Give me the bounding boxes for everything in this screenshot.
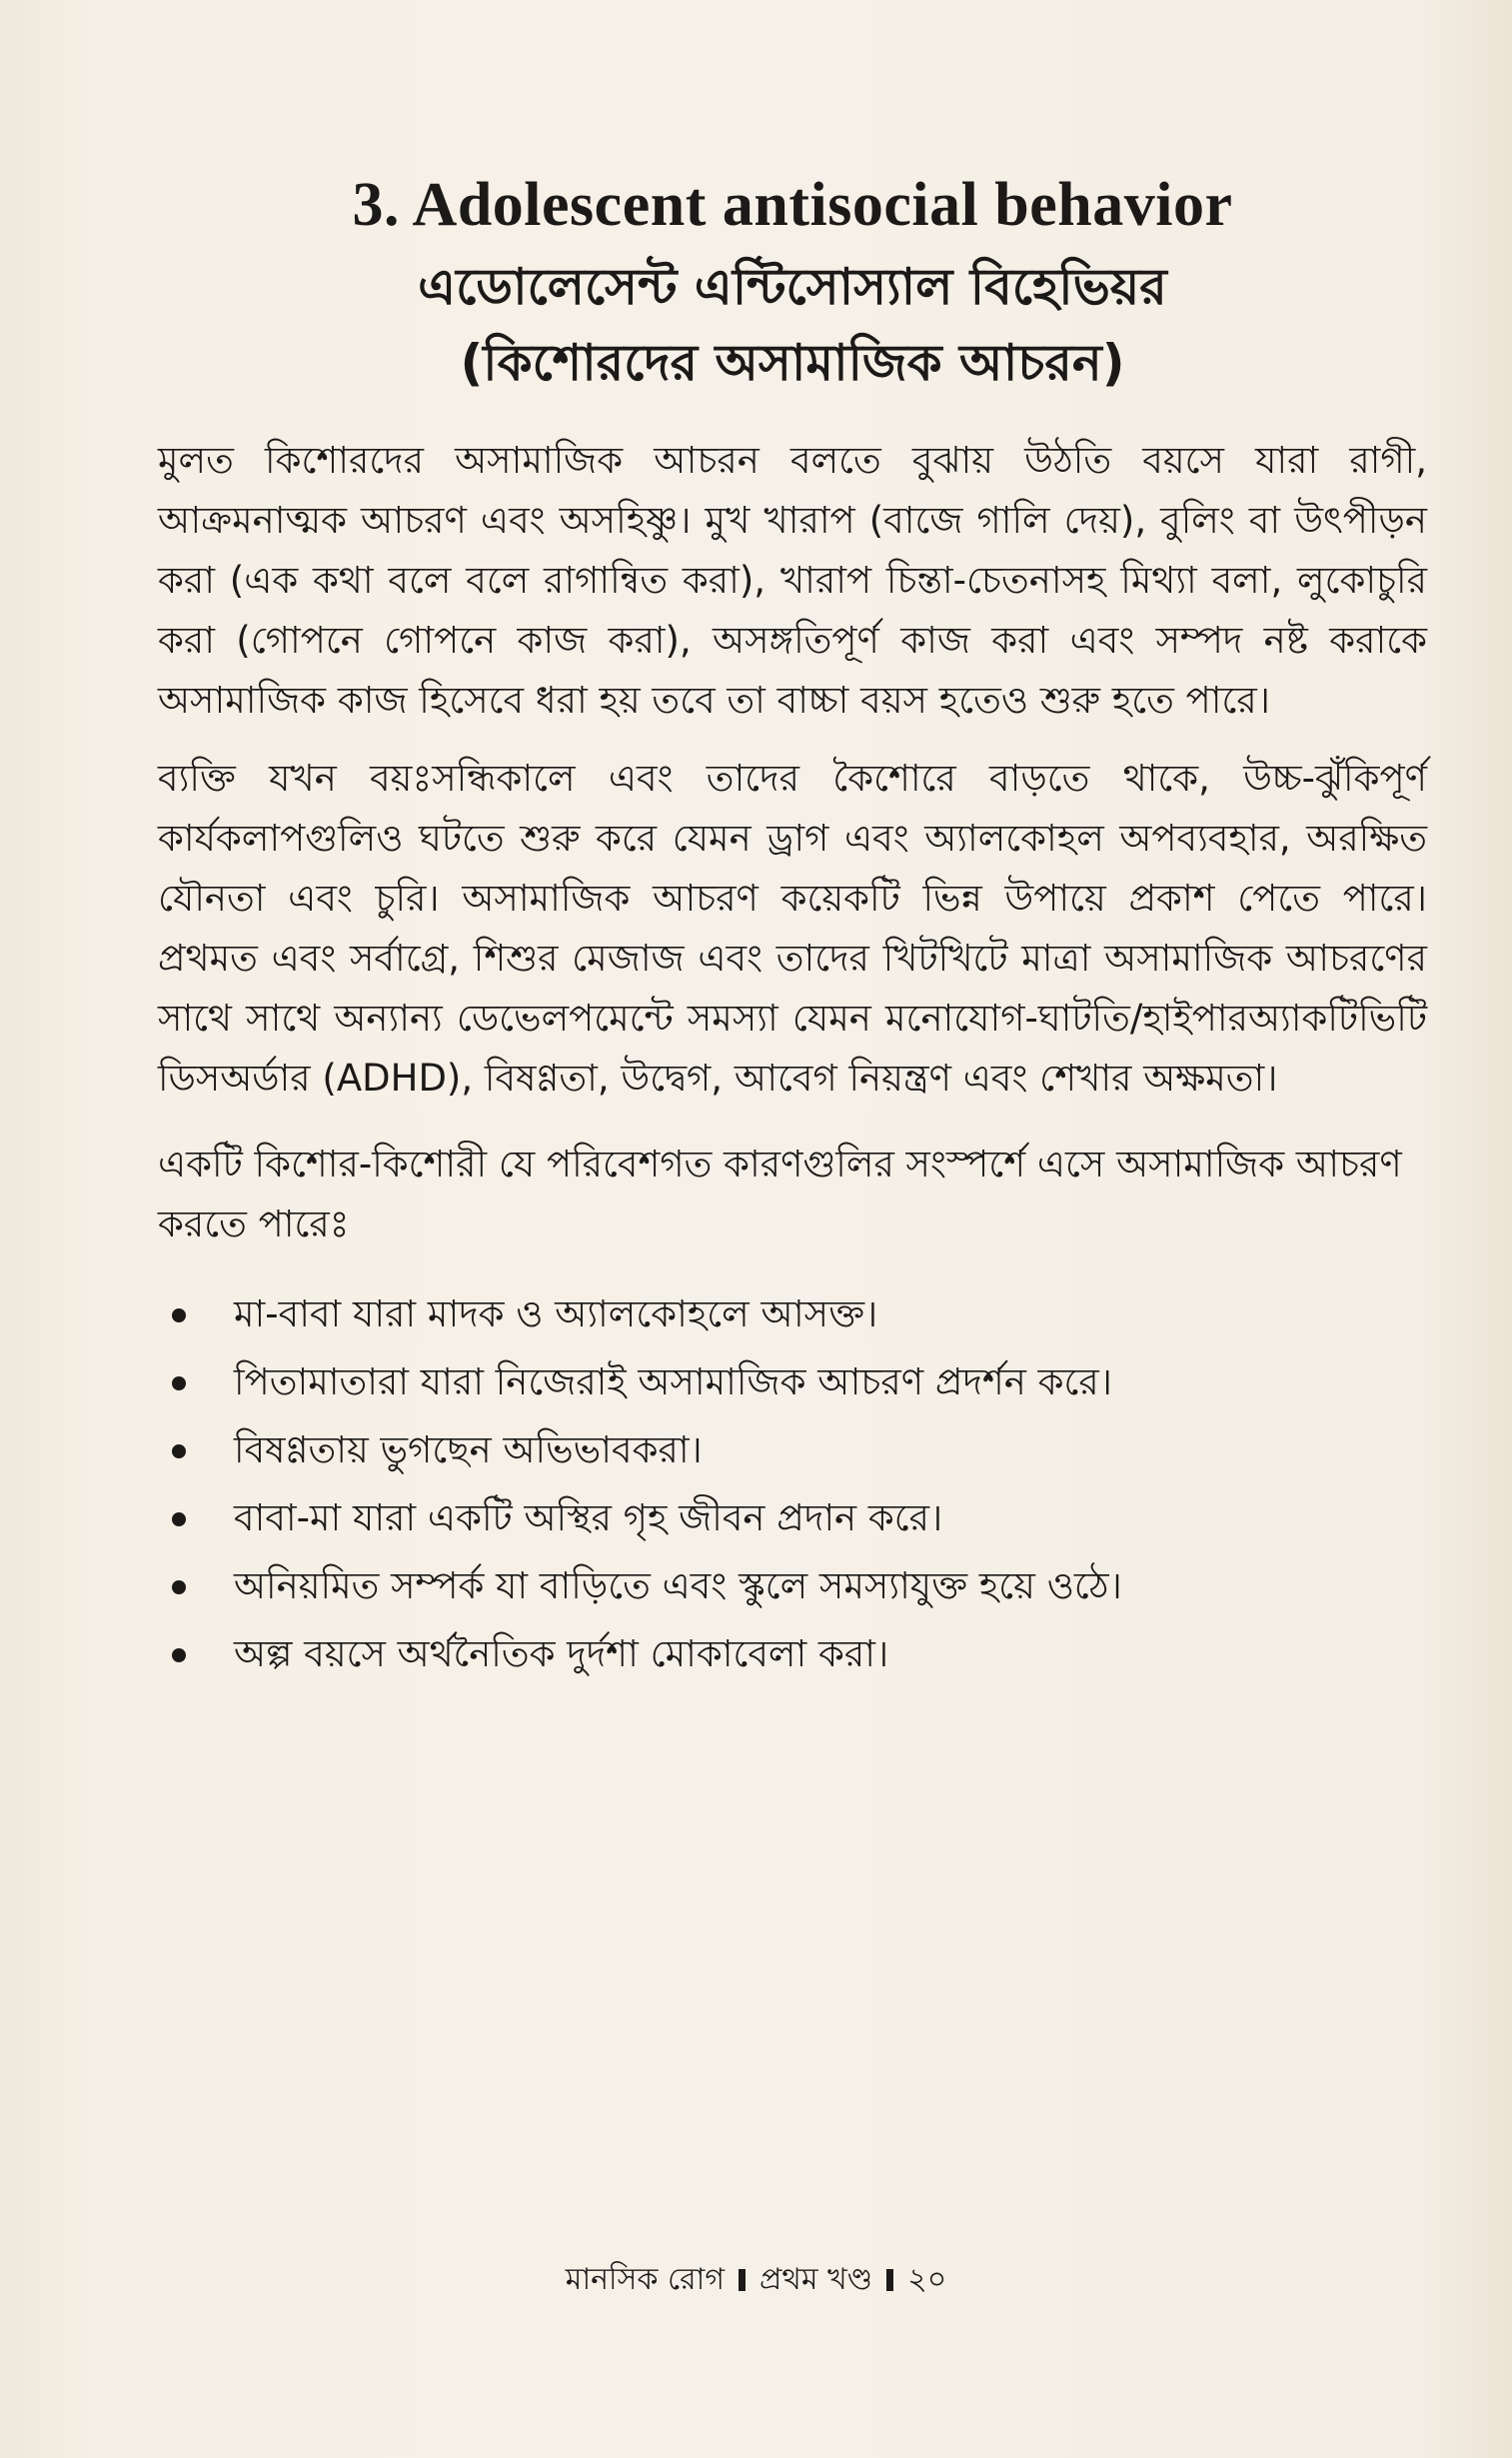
list-item-text: অনিয়মিত সম্পর্ক যা বাড়িতে এবং স্কুলে সমস্যাযুক্ত হয়ে ওঠে। (234, 1564, 1122, 1607)
bullet-icon (172, 1444, 186, 1458)
footer-book-title: মানসিক রোগ (565, 2262, 726, 2297)
list-item (158, 1418, 1427, 1482)
separator-icon (886, 2269, 893, 2291)
list-item-text: বাবা-মা যারা একটি অস্থির গৃহ জীবন প্রদান করে। (234, 1496, 943, 1539)
list-item (158, 1486, 1427, 1550)
separator-icon (739, 2269, 746, 2291)
paragraph-adolescence-risks: ব্যক্তি যখন বয়ঃসন্ধিকালে এবং তাদের কৈশোরে বাড়তে থাকে, উচ্চ-ঝুঁকিপূর্ণ কার্যকলাপগুলিও ঘটতে শুরু করে যেমন ড্রাগ এবং অ্যালকোহল অপব্যবহার, অরক্ষিত যৌনতা এবং চুরি। অসামাজিক আচরণ কয়েকটি ভিন্ন উপায়ে প্রকাশ পেতে পারে। প্রথমত এবং সর্বাগ্রে, শিশুর মেজাজ এবং তাদের খিটখিটে মাত্রা অসামাজিক আচরণের সাথে সাথে অন্যান্য ডেভেলপমেন্টে সমস্যা যেমন মনোযোগ-ঘাটতি/হাইপারঅ্যাকটিভিটি ডিসঅর্ডার (ADHD), বিষণ্ণতা, উদ্বেগ, আবেগ নিয়ন্ত্রণ এবং শেখার অক্ষমতা। (158, 757, 1427, 1100)
list-item (158, 1350, 1427, 1414)
list-item-text: অল্প বয়সে অর্থনৈতিক দুর্দশা মোকাবেলা করা। (234, 1632, 889, 1675)
page-content (158, 165, 1427, 1690)
list-item (158, 1554, 1427, 1618)
list-item-text: পিতামাতারা যারা নিজেরাই অসামাজিক আচরণ প্রদর্শন করে। (234, 1360, 1112, 1403)
page-number: ২০ (907, 2262, 947, 2297)
list-intro: একটি কিশোর-কিশোরী যে পরিবেশগত কারণগুলির সংস্পর্শে এসে অসামাজিক আচরণ করতে পারেঃ (158, 1143, 1402, 1245)
page-footer (0, 2255, 1512, 2305)
list-item (158, 1282, 1427, 1346)
bullet-icon (172, 1648, 186, 1662)
bullet-icon (172, 1308, 186, 1322)
bullet-icon (172, 1376, 186, 1390)
bullet-icon (172, 1580, 186, 1594)
paragraph-definition: মুলত কিশোরদের অসামাজিক আচরন বলতে বুঝায় উঠতি বয়সে যারা রাগী, আক্রমনাত্মক আচরণ এবং অসহিষ্ণু। মুখ খারাপ (বাজে গালি দেয়), বুলিং বা উৎপীড়ন করা (এক কথা বলে বলে রাগান্বিত করা), খারাপ চিন্তা-চেতনাসহ মিথ্যা বলা, লুকোচুরি করা (গোপনে গোপনে কাজ করা), অসঙ্গতিপূর্ণ কাজ করা এবং সম্পদ নষ্ট করাকে অসামাজিক কাজ হিসেবে ধরা হয় তবে তা বাচ্চা বয়স হতেও শুরু হতে পারে। (158, 439, 1427, 722)
section-title-english: 3. Adolescent antisocial behavior (352, 171, 1233, 239)
footer-volume: প্রথম খণ্ড (759, 2262, 873, 2297)
list-item-text: মা-বাবা যারা মাদক ও অ্যালকোহলে আসক্ত। (234, 1292, 878, 1335)
section-title-transliteration: এডোলেসেন্ট এন্টিসোস্যাল বিহেভিয়র (418, 258, 1167, 316)
environmental-factors-list (158, 1282, 1427, 1686)
list-item-text: বিষণ্ণতায় ভুগছেন অভিভাবকরা। (234, 1428, 703, 1471)
list-item (158, 1622, 1427, 1686)
bullet-icon (172, 1512, 186, 1526)
section-title-bengali: (কিশোরদের অসামাজিক আচরন) (460, 334, 1125, 392)
